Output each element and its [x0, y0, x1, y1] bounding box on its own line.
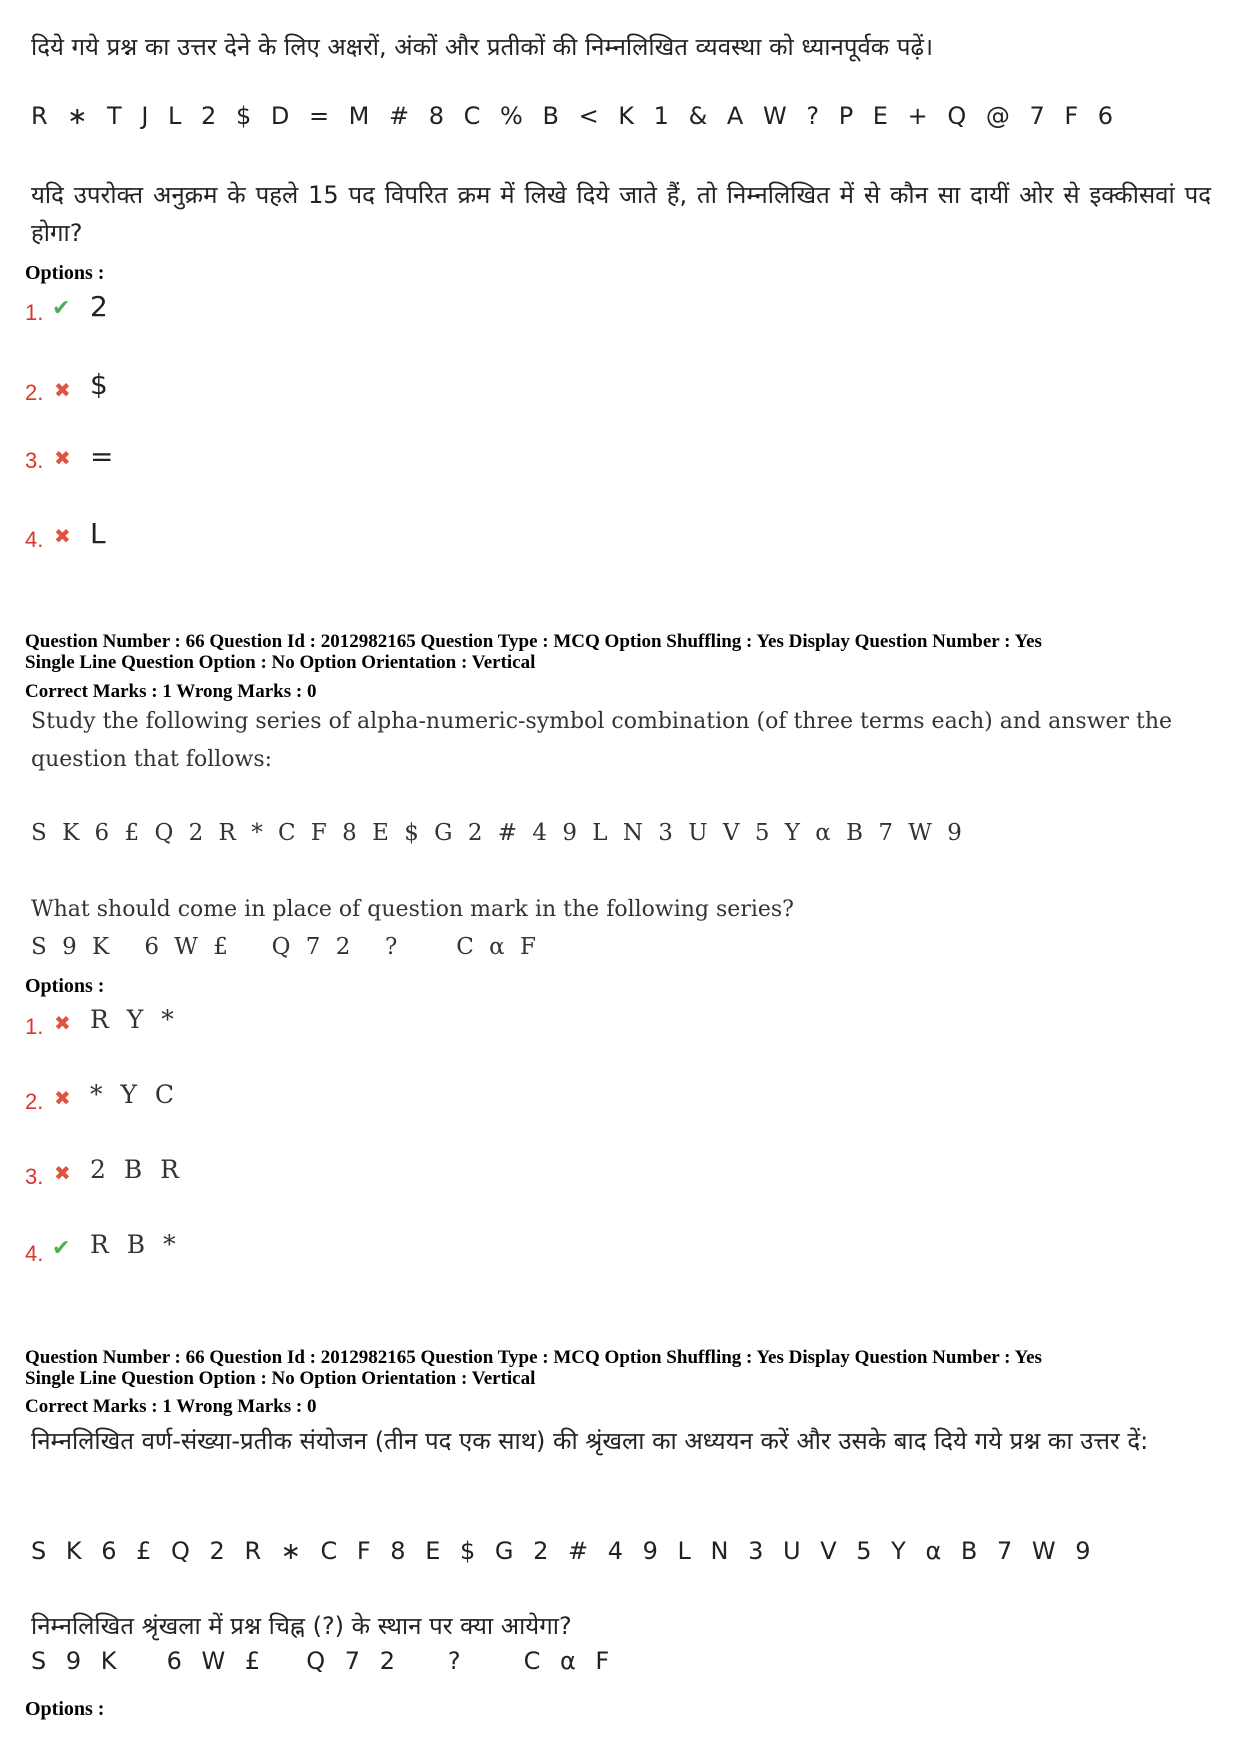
- series-terms: [31, 1647, 615, 1675]
- option-number: 3.: [25, 448, 44, 473]
- correct-check-icon: ✔: [52, 296, 71, 321]
- option-text: 2 B R: [90, 1155, 184, 1184]
- option-text: L: [90, 517, 106, 550]
- series-term: S 9 K: [31, 934, 114, 960]
- option-number: 2.: [25, 380, 44, 405]
- series-term-question-mark: ?: [447, 1647, 467, 1675]
- option-text: R Y *: [90, 1005, 179, 1034]
- series-term: 6 W £: [166, 1647, 267, 1675]
- options-label: Options :: [25, 975, 105, 997]
- question-text-english: What should come in place of question mark in the following series?: [31, 897, 794, 922]
- option-number: 1.: [25, 1014, 44, 1039]
- symbol-sequence: R ∗ T J L 2 $ D = M # 8 C % B < K 1 & A W ? P E + Q @ 7 F 6: [31, 102, 1120, 130]
- instruction-hindi: दिये गये प्रश्न का उत्तर देने के लिए अक्षरों, अंकों और प्रतीकों की निम्नलिखित व्यवस्था को ध्यानपूर्वक पढ़ें।: [31, 33, 934, 61]
- option-3[interactable]: [25, 448, 43, 474]
- option-2[interactable]: [25, 380, 43, 406]
- option-text: 2: [90, 290, 108, 323]
- wrong-cross-icon: ✖: [54, 1161, 71, 1185]
- question-meta: Question Number : 66 Question Id : 2012982165 Question Type : MCQ Option Shuffling : Yes Display Question Number : Yes: [25, 631, 1042, 652]
- option-1[interactable]: [25, 300, 43, 326]
- wrong-cross-icon: ✖: [54, 378, 71, 402]
- question-meta-orientation: Single Line Question Option : No Option Orientation : Vertical: [25, 1368, 536, 1389]
- series-term: Q 7 2: [271, 934, 355, 960]
- series-term: C α F: [456, 934, 540, 960]
- option-number: 4.: [25, 1241, 44, 1266]
- options-label: Options :: [25, 262, 105, 284]
- correct-check-icon: ✔: [52, 1236, 71, 1261]
- option-number: 4.: [25, 527, 44, 552]
- series-term: S 9 K: [31, 1647, 123, 1675]
- option-number: 2.: [25, 1089, 44, 1114]
- instruction-hindi: निम्नलिखित वर्ण-संख्या-प्रतीक संयोजन (तीन पद एक साथ) की श्रृंखला का अध्ययन करें और उसके बाद दिये गये प्रश्न का उत्तर दें:: [31, 1427, 1149, 1455]
- question-text-hindi: निम्नलिखित श्रृंखला में प्रश्न चिह्न (?) के स्थान पर क्या आयेगा?: [31, 1612, 572, 1640]
- option-text: * Y C: [90, 1080, 180, 1109]
- option-4[interactable]: [25, 1241, 43, 1267]
- question-marks: Correct Marks : 1 Wrong Marks : 0: [25, 681, 317, 702]
- symbol-sequence: S K 6 £ Q 2 R * C F 8 E $ G 2 # 4 9 L N 3 U V 5 Y α B 7 W 9: [31, 820, 966, 846]
- option-number: 1.: [25, 300, 44, 325]
- symbol-sequence: S K 6 £ Q 2 R ∗ C F 8 E $ G 2 # 4 9 L N 3 U V 5 Y α B 7 W 9: [31, 1537, 1097, 1565]
- series-term: Q 7 2: [306, 1647, 401, 1675]
- option-2[interactable]: [25, 1089, 43, 1115]
- option-1[interactable]: [25, 1014, 43, 1040]
- option-text: =: [90, 440, 114, 473]
- option-text: R B *: [90, 1230, 181, 1259]
- question-meta: Question Number : 66 Question Id : 2012982165 Question Type : MCQ Option Shuffling : Yes Display Question Number : Yes: [25, 1347, 1042, 1368]
- question-meta-orientation: Single Line Question Option : No Option Orientation : Vertical: [25, 652, 536, 673]
- option-3[interactable]: [25, 1164, 43, 1190]
- series-term: 6 W £: [144, 934, 232, 960]
- option-number: 3.: [25, 1164, 44, 1189]
- option-4[interactable]: [25, 527, 43, 553]
- series-terms: [31, 934, 540, 960]
- series-term: C α F: [523, 1647, 616, 1675]
- wrong-cross-icon: ✖: [54, 446, 71, 470]
- wrong-cross-icon: ✖: [54, 1086, 71, 1110]
- option-text: $: [90, 368, 108, 401]
- options-label: Options :: [25, 1698, 105, 1720]
- wrong-cross-icon: ✖: [54, 1011, 71, 1035]
- wrong-cross-icon: ✖: [54, 524, 71, 548]
- instruction-english: Study the following series of alpha-numeric-symbol combination (of three terms each) and answer the question that follows:: [31, 709, 1173, 772]
- question-text-hindi: यदि उपरोक्त अनुक्रम के पहले 15 पद विपरित क्रम में लिखे दिये जाते हैं, तो निम्नलिखित में से कौन सा दायीं ओर से इक्कीसवां पद होगा?: [31, 181, 1211, 247]
- series-term-question-mark: ?: [384, 934, 402, 960]
- question-marks: Correct Marks : 1 Wrong Marks : 0: [25, 1396, 317, 1417]
